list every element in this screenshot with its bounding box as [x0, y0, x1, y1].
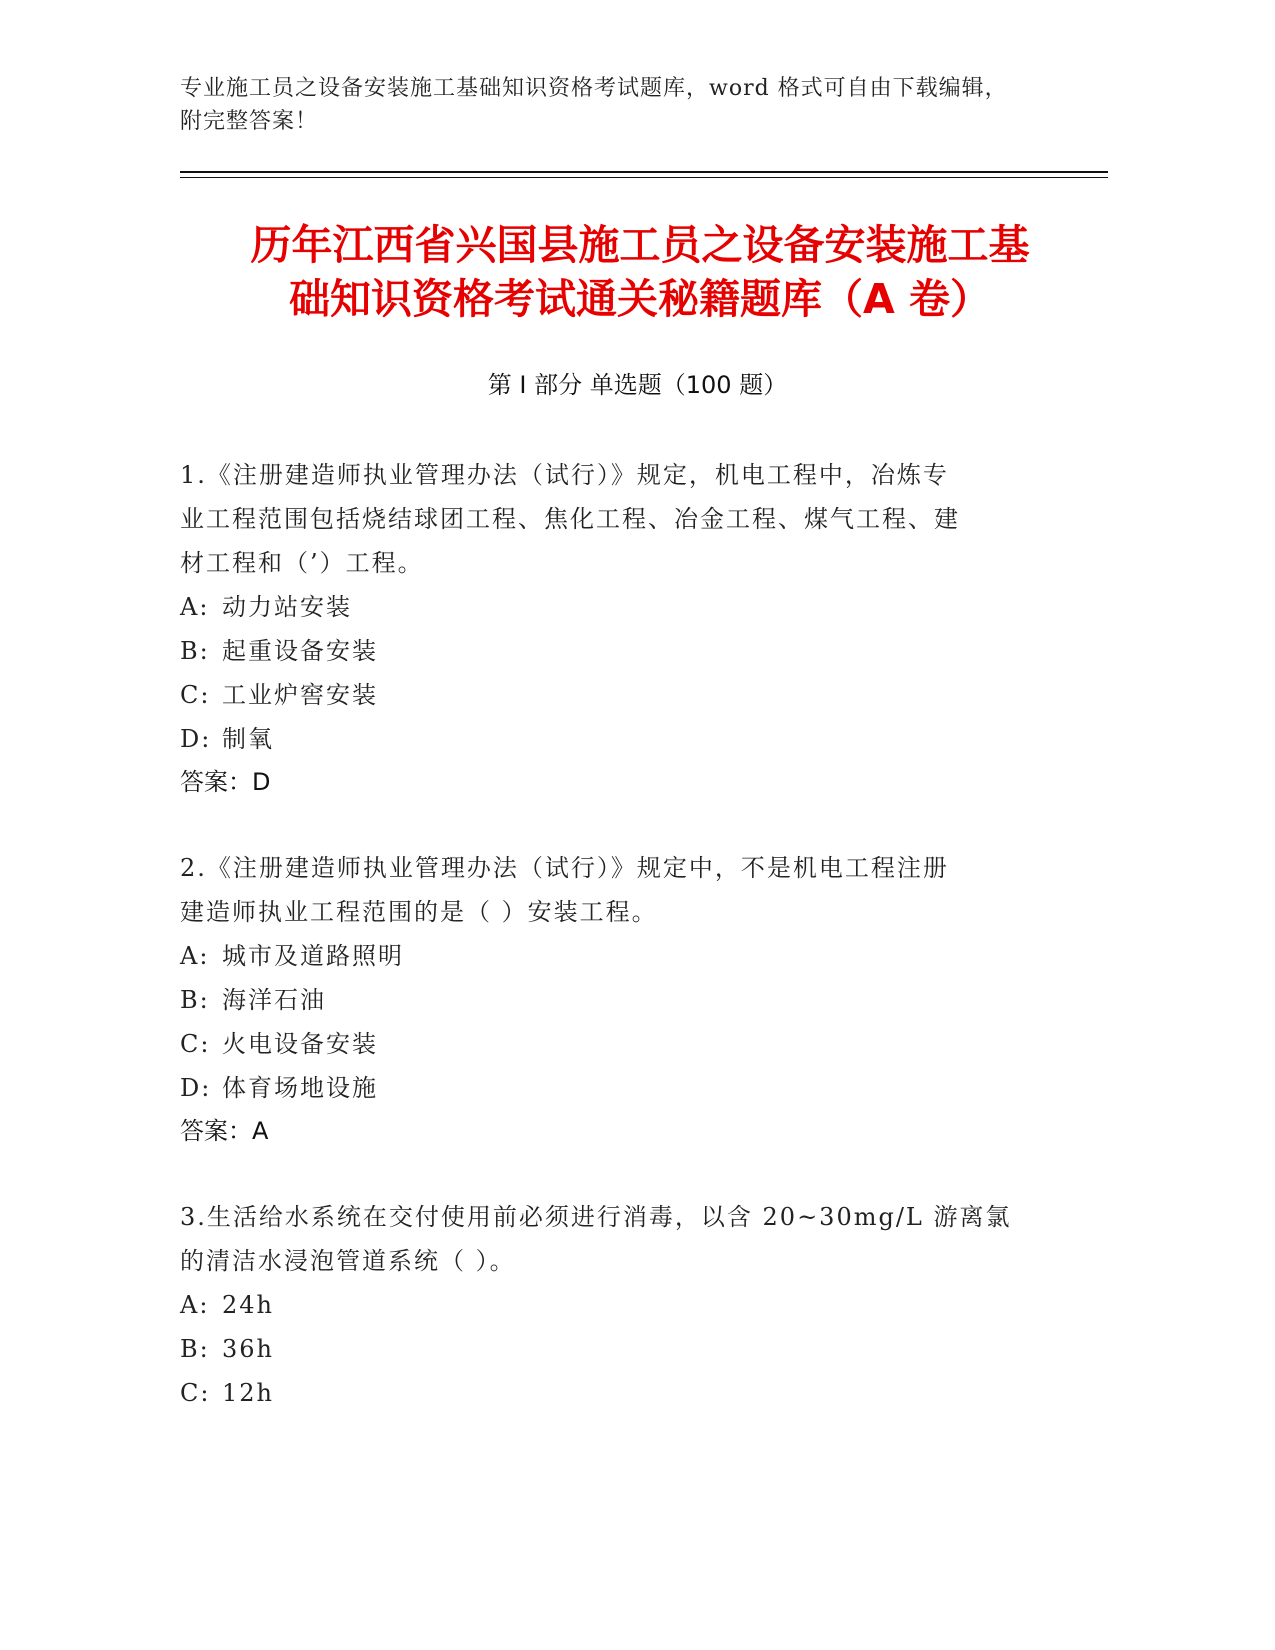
question-1-answer: 答案：D: [180, 768, 271, 796]
option-text: 城市及道路照明: [222, 942, 404, 970]
question-1-option-a: [180, 590, 1040, 624]
question-1-option-d: [180, 722, 1040, 756]
question-2-option-b: [180, 983, 1040, 1017]
question-2-option-c: [180, 1027, 1040, 1061]
header-note: [180, 72, 1080, 138]
option-letter: A:: [180, 1291, 210, 1319]
question-2-answer: 答案：A: [180, 1117, 269, 1145]
question-2-stem-line: 建造师执业工程范围的是（ ）安装工程。: [180, 898, 658, 926]
option-letter: A:: [180, 942, 210, 970]
option-text: 24h: [222, 1291, 274, 1319]
option-text: 12h: [222, 1379, 274, 1407]
header-divider-thick: [180, 171, 1108, 173]
question-3-stem-line: 3.生活给水系统在交付使用前必须进行消毒，以含 20~30mg/L 游离氯: [180, 1203, 1012, 1231]
question-3-option-c: [180, 1376, 1040, 1410]
question-1-option-c: [180, 678, 1040, 712]
option-text: 火电设备安装: [222, 1030, 378, 1058]
header-divider-thin: [180, 177, 1108, 178]
question-2-option-a: [180, 939, 1040, 973]
option-letter: B:: [180, 986, 210, 1014]
question-2-option-d: [180, 1071, 1040, 1105]
option-letter: B:: [180, 1335, 210, 1363]
option-text: 体育场地设施: [222, 1074, 378, 1102]
question-2-stem-line: 2.《注册建造师执业管理办法（试行）》规定中，不是机电工程注册: [180, 854, 949, 882]
option-text: 动力站安装: [222, 593, 352, 621]
option-text: 36h: [222, 1335, 274, 1363]
option-letter: C:: [180, 1030, 211, 1058]
question-3-stem-line: 的清洁水浸泡管道系统（ ）。: [180, 1247, 516, 1275]
option-letter: D:: [180, 725, 212, 753]
question-1-option-b: [180, 634, 1040, 668]
document-title-line: 历年江西省兴国县施工员之设备安装施工基: [250, 221, 1030, 269]
option-text: 海洋石油: [222, 986, 326, 1014]
document-title-line: 础知识资格考试通关秘籍题库（A 卷）: [288, 275, 991, 323]
option-text: 工业炉窖安装: [222, 681, 378, 709]
header-note-line: 专业施工员之设备安装施工基础知识资格考试题库，word 格式可自由下载编辑，: [180, 76, 1008, 101]
question-1-stem-line: 材工程和（’）工程。: [180, 549, 424, 577]
document-title: [170, 218, 1110, 326]
question-1-stem-line: 业工程范围包括烧结球团工程、焦化工程、冶金工程、煤气工程、建: [180, 505, 960, 533]
option-text: 起重设备安装: [222, 637, 378, 665]
option-letter: C:: [180, 1379, 211, 1407]
option-text: 制氧: [222, 725, 274, 753]
header-note-line: 附完整答案！: [180, 109, 319, 134]
option-letter: A:: [180, 593, 210, 621]
question-3-option-b: [180, 1332, 1040, 1366]
option-letter: C:: [180, 681, 211, 709]
question-1-stem-line: 1.《注册建造师执业管理办法（试行）》规定，机电工程中，冶炼专: [180, 461, 949, 489]
section-heading: 第 I 部分 单选题（100 题）: [487, 371, 788, 399]
option-letter: D:: [180, 1074, 212, 1102]
option-letter: B:: [180, 637, 210, 665]
question-3-option-a: [180, 1288, 1040, 1322]
